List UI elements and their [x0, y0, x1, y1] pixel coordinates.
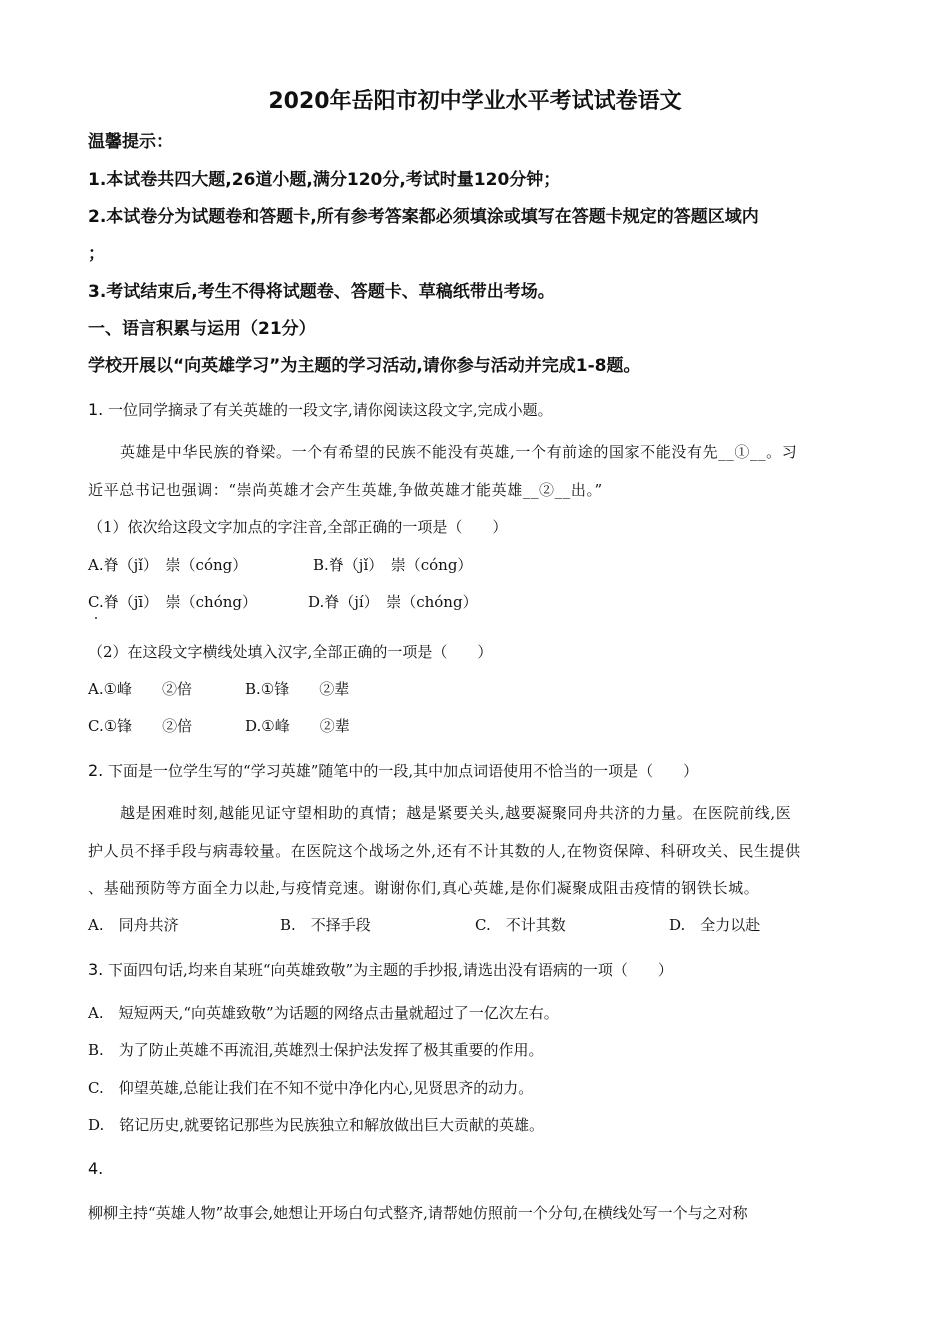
question-1: [88, 400, 553, 420]
q1-sub2-stem: （2）在这段文字横线处填入汉字,全部正确的一项是（ ）: [88, 643, 493, 661]
q1-sub1-stem: （1）依次给这段文字加点的字注音,全部正确的一项是（ ）: [88, 518, 508, 536]
q1-passage-line-1: 英雄是中华民族的脊梁。一个有希望的民族不能没有英雄,一个有前途的国家不能没有先__①__。习: [120, 443, 798, 461]
section-intro: 学校开展以“向英雄学习”为主题的学习活动,请你参与活动并完成1-8题。: [88, 356, 641, 376]
question-4-stem: 柳柳主持“英雄人物”故事会,她想让开场白句式整齐,请帮她仿照前一个分句,在横线处写一个与之对称: [88, 1204, 748, 1222]
section-heading: 一、语言积累与运用（21分）: [88, 319, 316, 339]
q2-passage-line-2: 护人员不择手段与病毒较量。在医院这个战场之外,还有不计其数的人,在物资保障、科研攻关、民生提供: [88, 842, 801, 860]
q2-option-c[interactable]: C. 不计其数: [475, 916, 566, 934]
q3-option-d[interactable]: D. 铭记历史,就要铭记那些为民族独立和解放做出巨大贡献的英雄。: [88, 1116, 545, 1134]
question-stem: 下面四句话,均来自某班“向英雄致敬”为主题的手抄报,请选出没有语病的一项（ ）: [108, 961, 673, 979]
q2-option-b[interactable]: B. 不择手段: [280, 916, 371, 934]
question-stem: 下面是一位学生写的“学习英雄”随笔中的一段,其中加点词语使用不恰当的一项是（ ）: [108, 762, 699, 780]
question-number: 3.: [88, 960, 104, 979]
tips-heading: 温馨提示：: [88, 132, 173, 152]
question-number: 1.: [88, 400, 104, 419]
q3-option-c[interactable]: C. 仰望英雄,总能让我们在不知不觉中净化内心,见贤思齐的动力。: [88, 1079, 534, 1097]
q3-option-b[interactable]: B. 为了防止英雄不再流泪,英雄烈士保护法发挥了极其重要的作用。: [88, 1041, 544, 1059]
q1-sub2-option-a[interactable]: A.①峰 ②倍: [88, 680, 193, 698]
q1-sub2-option-c[interactable]: C.①锋 ②倍: [88, 717, 193, 735]
tips-line-3: 3.考试结束后,考生不得将试题卷、答题卡、草稿纸带出考场。: [88, 282, 555, 302]
q3-option-a[interactable]: A. 短短两天,“向英雄致敬”为话题的网络点击量就超过了一亿次左右。: [88, 1004, 559, 1022]
stray-dot: [95, 617, 97, 619]
q2-passage-line-1: 越是困难时刻,越能见证守望相助的真情；越是紧要关头,越要凝聚同舟共济的力量。在医院前线,医: [120, 804, 792, 822]
q1-sub2-option-d[interactable]: D.①峰 ②辈: [245, 717, 350, 735]
q1-sub2-option-b[interactable]: B.①锋 ②辈: [245, 680, 350, 698]
q1-passage-line-2: 近平总书记也强调：“崇尚英雄才会产生英雄,争做英雄才能英雄__②__出。”: [88, 481, 603, 499]
page-title: 2020年岳阳市初中学业水平考试试卷语文: [268, 89, 682, 114]
q1-sub1-option-b[interactable]: B.脊（jǐ） 崇（cóng）: [313, 556, 473, 574]
tips-line-2-cont: ；: [88, 244, 105, 264]
question-stem: 一位同学摘录了有关英雄的一段文字,请你阅读这段文字,完成小题。: [108, 401, 553, 419]
question-number: 2.: [88, 761, 104, 780]
q1-sub1-option-c[interactable]: C.脊（jī） 崇（chóng）: [88, 593, 258, 611]
tips-line-2: 2.本试卷分为试题卷和答题卡,所有参考答案都必须填涂或填写在答题卡规定的答题区域内: [88, 207, 759, 227]
tips-line-1: 1.本试卷共四大题,26道小题,满分120分,考试时量120分钟；: [88, 170, 561, 190]
q2-option-d[interactable]: D. 全力以赴: [669, 916, 761, 934]
q1-sub1-option-d[interactable]: D.脊（jí） 崇（chóng）: [308, 593, 478, 611]
question-3: [88, 960, 673, 980]
question-2: [88, 761, 698, 781]
q2-option-a[interactable]: A. 同舟共济: [88, 916, 179, 934]
q1-sub1-option-a[interactable]: A.脊（jǐ） 崇（cóng）: [88, 556, 248, 574]
q2-passage-line-3: 、基础预防等方面全力以赴,与疫情竞速。谢谢你们,真心英雄,是你们凝聚成阻击疫情的钢铁长城。: [88, 879, 760, 897]
question-4-number: 4.: [88, 1159, 104, 1178]
